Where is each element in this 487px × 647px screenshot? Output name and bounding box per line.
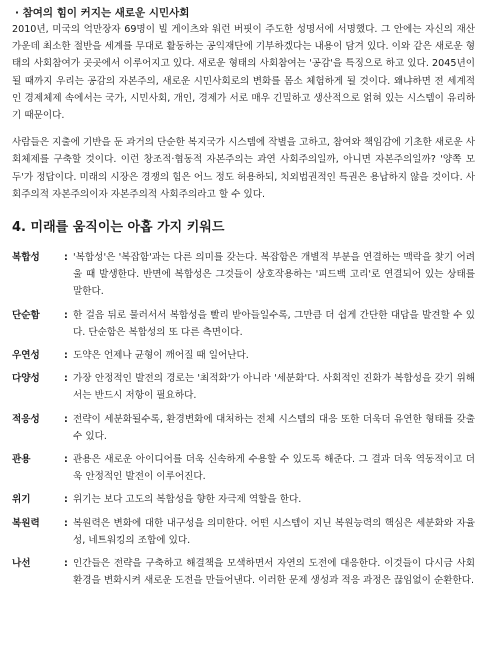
subsection-heading: · 참여의 힘이 커지는 새로운 시민사회 (15, 7, 190, 19)
keyword-term: 관용 (12, 454, 31, 466)
keyword-colon: : (64, 373, 68, 385)
keyword-item (12, 555, 475, 589)
keyword-term: 우연성 (12, 350, 40, 362)
keyword-colon: : (64, 309, 68, 321)
keyword-item (12, 491, 475, 508)
keyword-colon: : (64, 517, 68, 529)
keyword-colon: : (64, 413, 68, 425)
keyword-item (12, 307, 475, 341)
keyword-colon: : (64, 494, 68, 506)
keyword-item (12, 370, 475, 404)
keyword-term: 나선 (12, 558, 31, 570)
keyword-colon: : (64, 454, 68, 466)
keyword-item (12, 347, 475, 364)
keyword-item (12, 249, 475, 301)
keyword-term: 적응성 (12, 413, 40, 425)
keyword-colon: : (64, 558, 68, 570)
keyword-description: '복합성'은 '복잡함'과는 다른 의미를 갖는다. 복잡함은 개별적 부분을 연결하는 맥락을 찾기 어려울 때 발생한다. 반면에 복합성은 그것들이 상호작용하는 '피드백 고리'로 연결되어 있는 상태를 말한다. (73, 252, 475, 298)
body-paragraph: 사람들은 지출에 기반을 둔 과거의 단순한 복지국가 시스템에 작별을 고하고, 참여와 책임감에 기초한 새로운 사회체제를 구축할 것이다. 이런 창조적·협동적 자본주의는 과연 사회주의일까, 아니면 자본주의일까? '양쪽 모두'가 정답이다. 미래의 시장은 경쟁의 힘은 어느 정도 허용하되, 치외법권적인 특권은 용납하지 않을 것이다. 사회주의적 자본주의이자 자본주의적 사회주의라고 할 수 있다. (12, 137, 475, 200)
keyword-description: 관용은 새로운 아이디어를 더욱 신속하게 수용할 수 있도록 해준다. 그 결과 더욱 역동적이고 더욱 안정적인 발전이 이루어진다. (73, 454, 475, 483)
keyword-description: 도약은 언제나 균형이 깨어질 때 일어난다. (73, 350, 249, 362)
keyword-item (12, 411, 475, 445)
keyword-item (12, 451, 475, 485)
body-paragraph: 2010년, 미국의 억만장자 69명이 빌 게이츠와 워런 버핏이 주도한 성명서에 서명했다. 그 안에는 자신의 재산 가운데 최소한 절반을 세계를 무대로 활동하는 공익재단에 기부하겠다는 내용이 담겨 있다. 이와 같은 새로운 형태의 사회참여가 곳곳에서 이루어지고 있다. 새로운 형태의 사회참여는 '공감'을 특징으로 하고 있다. 2045년이 될 때까지 우리는 공감의 자본주의, 새로운 시민사회로의 변화를 몸소 체험하게 될 것이다. 왜냐하면 전 세계적인 경제체제 속에서는 국가, 시민사회, 개인, 경제가 서로 매우 긴밀하고 생산적으로 얽혀 있는 시스템이 유리하기 때문이다. (12, 24, 475, 122)
keyword-term: 다양성 (12, 373, 40, 385)
keyword-description: 복원력은 변화에 대한 내구성을 의미한다. 어떤 시스템이 지닌 복원능력의 핵심은 세분화와 자율성, 네트워킹의 조합에 있다. (73, 517, 475, 546)
keyword-item (12, 515, 475, 549)
keyword-term: 복원력 (12, 517, 40, 529)
keyword-colon: : (64, 350, 68, 362)
keyword-description: 인간들은 전략을 구축하고 해결책을 모색하면서 자연의 도전에 대응한다. 이것들이 다시금 사회 환경을 변화시켜 새로운 도전을 만들어낸다. 이러한 문제 생성과 적응 과정은 끊임없이 순환한다. (73, 558, 475, 587)
keyword-term: 위기 (12, 494, 31, 506)
section-title: 4. 미래를 움직이는 아홉 가지 키워드 (12, 220, 225, 236)
keyword-description: 위기는 보다 고도의 복합성을 향한 자극제 역할을 한다. (73, 494, 302, 506)
keyword-term: 단순함 (12, 309, 40, 321)
keyword-description: 가장 안정적인 발전의 경로는 '최적화'가 아니라 '세분화'다. 사회적인 진화가 복합성을 갖기 위해서는 반드시 저항이 필요하다. (73, 373, 475, 402)
keyword-term: 복합성 (12, 252, 40, 264)
keyword-description: 전략이 세분화될수록, 환경변화에 대처하는 전체 시스템의 대응 또한 더욱더 유연한 형태를 갖출 수 있다. (73, 413, 475, 442)
keyword-list (12, 249, 475, 589)
keyword-description: 한 걸음 뒤로 물러서서 복합성을 빨리 받아들일수록, 그만큼 더 쉽게 간단한 대답을 발견할 수 있다. 단순함은 복합성의 또 다른 측면이다. (73, 309, 475, 338)
keyword-colon: : (64, 252, 68, 264)
